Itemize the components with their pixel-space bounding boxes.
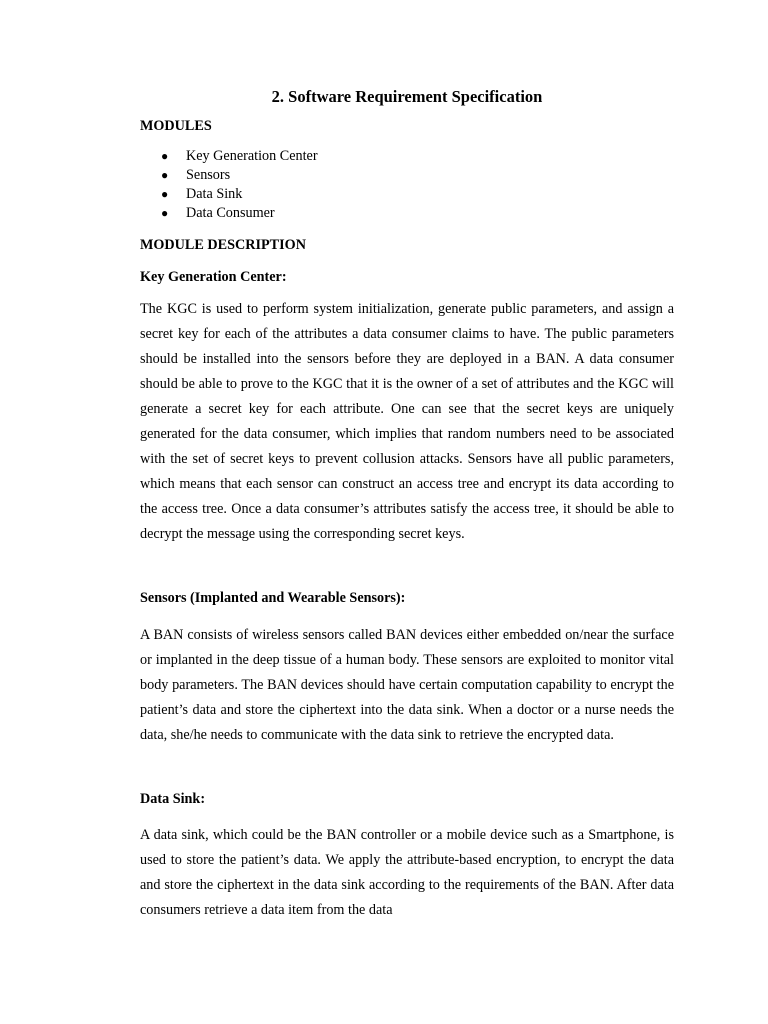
list-item xyxy=(140,147,318,166)
list-item xyxy=(140,204,318,223)
sensors-paragraph: A BAN consists of wireless sensors called BAN devices either embedded on/near the surface or implanted in the deep tissue of a human body. These sensors are exploited to monitor vital body parameters. The BAN devices should have certain computation capability to encrypt the patient’s data and store the ciphertext into the data sink. When a doctor or a nurse needs the data, she/he needs to communicate with the data sink to retrieve the encrypted data. xyxy=(140,627,674,743)
sensors-heading: Sensors (Implanted and Wearable Sensors): xyxy=(140,590,406,606)
module-item-label: Sensors xyxy=(186,167,231,183)
module-item-label: Data Sink xyxy=(186,186,243,202)
bullet-icon: ● xyxy=(161,206,169,220)
bullet-icon: ● xyxy=(161,187,169,201)
kgc-paragraph: The KGC is used to perform system initialization, generate public parameters, and assign a secret key for each of the attributes a data consumer claims to have. The public parameters should be installed into the sensors before they are deployed in a BAN. A data consumer should be able to prove to the KGC that it is the owner of a set of attributes and the KGC will generate a secret key for each attribute. One can see that the secret keys are uniquely generated for the data consumer, which implies that random numbers need to be associated with the set of secret keys to prevent collusion attacks. Sensors have all public parameters, which means that each sensor can construct an access tree and encrypt its data according to the access tree. Once a data consumer’s attributes satisfy the access tree, it should be able to decrypt the message using the corresponding secret keys. xyxy=(140,301,674,542)
kgc-heading: Key Generation Center: xyxy=(140,269,287,285)
list-item xyxy=(140,166,318,185)
bullet-icon: ● xyxy=(161,168,169,182)
module-item-label: Key Generation Center xyxy=(186,148,318,164)
module-description-heading: MODULE DESCRIPTION xyxy=(140,237,306,253)
page-title: 2. Software Requirement Specification xyxy=(271,87,543,106)
bullet-icon: ● xyxy=(161,149,169,163)
list-item xyxy=(140,185,318,204)
module-item-label: Data Consumer xyxy=(186,205,275,221)
modules-heading: MODULES xyxy=(140,118,212,134)
modules-list xyxy=(140,147,318,223)
data-sink-paragraph: A data sink, which could be the BAN controller or a mobile device such as a Smartphone, is used to store the patient’s data. We apply the attribute-based encryption, to encrypt the data and store the ciphertext in the data sink according to the requirements of the BAN. After data consumers retrieve a data item from the data xyxy=(140,827,674,918)
data-sink-heading: Data Sink: xyxy=(140,791,206,807)
